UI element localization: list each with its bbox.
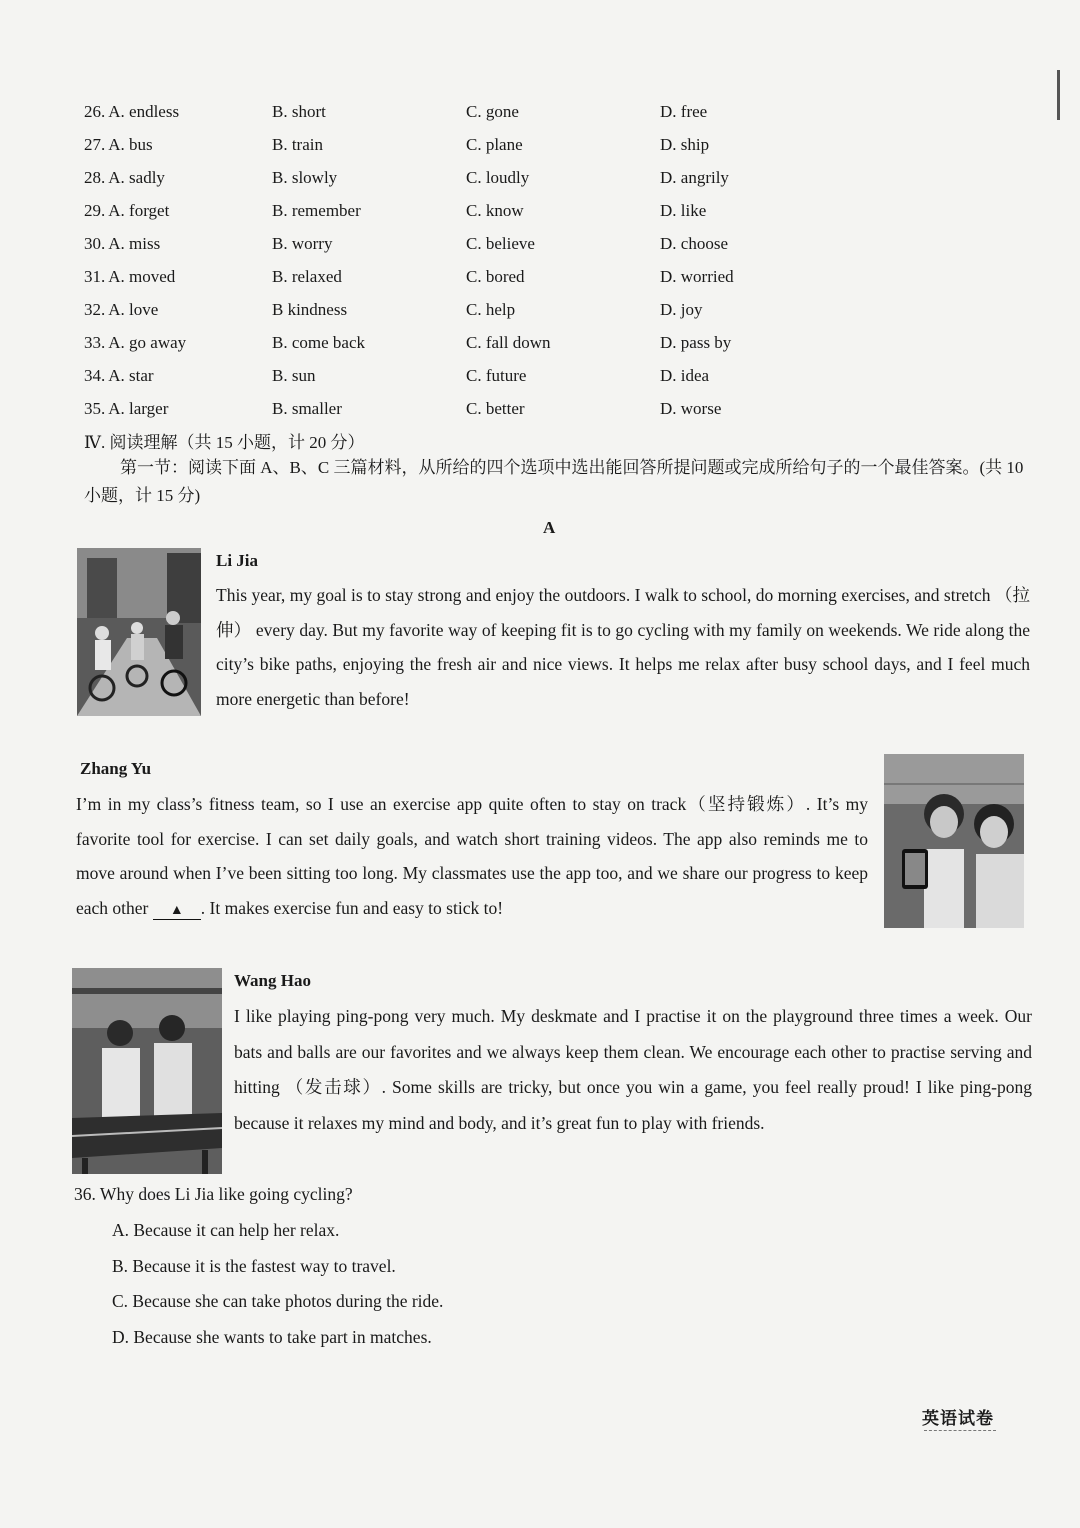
cloze-option-text: A. love [108,300,159,319]
cloze-option-text: A. bus [108,135,153,154]
cloze-option-b: B. come back [272,333,365,352]
cloze-option-c: C. bored [466,267,525,286]
cloze-number: 27. [84,135,106,154]
question-36-stem: 36. Why does Li Jia like going cycling? [74,1184,353,1204]
section-heading: Ⅳ. 阅读理解（共 15 小题，计 20 分） [84,433,365,452]
cloze-option-b: B. worry [272,234,333,253]
cloze-option-d: D. free [660,102,708,121]
cloze-number: 31. [84,267,106,286]
cloze-number: 26. [84,102,106,121]
cloze-option-a [84,267,175,287]
cloze-option-b: B. short [272,102,326,121]
photo-fitness-app [884,754,1024,928]
photo-cycling [77,548,201,716]
cloze-option-a [84,234,160,254]
cloze-number: 29. [84,201,106,220]
passage-zhangyu-text-end: . It makes exercise fun and easy to stick to! [200,897,504,918]
cloze-option-d: D. choose [660,234,728,253]
cloze-option-d: D. like [660,201,707,220]
cloze-option-c: C. gone [466,102,519,121]
cloze-option-b: B. sun [272,366,316,385]
cloze-option-text: A. forget [108,201,170,220]
question-36-option-c: C. Because she can take photos during the ride. [112,1291,444,1311]
cloze-option-b: B. train [272,135,323,154]
passage-zhangyu-text: I’m in my class’s fitness team, so I use an exercise app quite often to stay on track（坚持锻炼）. It’s my favorite tool for exercise. I can set daily goals, and watch short training videos. The app also reminds me to move around when I’ve been sitting too long. My classmates use the app too, and we share our progress to keep each other [76,794,868,918]
cloze-number: 30. [84,234,106,253]
passage-letter: A [543,518,556,537]
cloze-option-d: D. joy [660,300,703,319]
cloze-option-c: C. future [466,366,527,385]
cloze-option-c: C. loudly [466,168,530,187]
question-36-option-b: B. Because it is the fastest way to travel. [112,1256,396,1276]
cloze-number: 32. [84,300,106,319]
section-instruction: 第一节：阅读下面 A、B、C 三篇材料，从所给的四个选项中选出能回答所提问题或完成所给句子的一个最佳答案。(共 10 小题，计 15 分) [84,458,1024,505]
cloze-number: 34. [84,366,106,385]
cloze-option-text: A. go away [108,333,187,352]
question-36-option-a: A. Because it can help her relax. [112,1220,340,1240]
cloze-option-text: A. larger [108,399,169,418]
cloze-option-d: D. angrily [660,168,729,187]
photo-ping-pong [72,968,222,1174]
cloze-option-a [84,168,165,188]
question-36-option-d: D. Because she wants to take part in matches. [112,1327,432,1347]
cloze-option-d: D. idea [660,366,710,385]
cloze-option-text: A. sadly [108,168,165,187]
passage-zhangyu [76,787,868,925]
cloze-option-text: A. endless [108,102,180,121]
cloze-option-a [84,135,153,155]
cloze-option-text: A. moved [108,267,176,286]
name-wanghao: Wang Hao [234,971,311,990]
cloze-number: 35. [84,399,106,418]
cloze-option-b: B. smaller [272,399,342,418]
cloze-option-c: C. know [466,201,524,220]
cloze-option-text: A. miss [108,234,161,253]
cloze-option-a [84,201,169,221]
passage-wanghao: I like playing ping-pong very much. My deskmate and I practise it on the playground three times a week. Our bats and balls are our favorites and we always keep them clean. We encourage each other to practise serving and hitting （发击球）. Some skills are tricky, but once you win a game, you feel really proud! I like ping-pong because it relaxes my mind and body, and it’s great fun to play with friends. [234,1006,1032,1133]
cloze-option-c: C. better [466,399,525,418]
cloze-option-d: D. ship [660,135,710,154]
answer-blank: ▲ [153,903,201,920]
cloze-option-c: C. believe [466,234,535,253]
footer-label: 英语试卷 [922,1409,994,1428]
cloze-option-a [84,333,186,353]
cloze-option-c: C. fall down [466,333,551,352]
cloze-option-c: C. plane [466,135,523,154]
cloze-option-a [84,102,179,122]
cloze-option-b: B. remember [272,201,361,220]
edge-mark [1057,70,1060,120]
cloze-option-c: C. help [466,300,516,319]
cloze-option-d: D. worried [660,267,734,286]
cloze-option-a [84,399,168,419]
cloze-number: 28. [84,168,106,187]
cloze-option-d: D. pass by [660,333,732,352]
cloze-option-text: A. star [108,366,154,385]
name-lijia: Li Jia [216,551,259,570]
cloze-option-a [84,300,158,320]
cloze-option-b: B. relaxed [272,267,342,286]
cloze-option-a [84,366,154,386]
cloze-number: 33. [84,333,106,352]
passage-lijia: This year, my goal is to stay strong and enjoy the outdoors. I walk to school, do morning exercises, and stretch （拉伸） every day. But my favorite way of keeping fit is to go cycling with my family on weekends. We ride along the city’s bike paths, enjoying the fresh air and nice views. It helps me relax after busy school days, and I feel much more energetic than before! [216,585,1030,709]
cloze-option-d: D. worse [660,399,722,418]
name-zhangyu: Zhang Yu [80,759,152,778]
footer-underline [924,1430,996,1431]
cloze-option-b: B kindness [272,300,348,319]
cloze-option-b: B. slowly [272,168,338,187]
